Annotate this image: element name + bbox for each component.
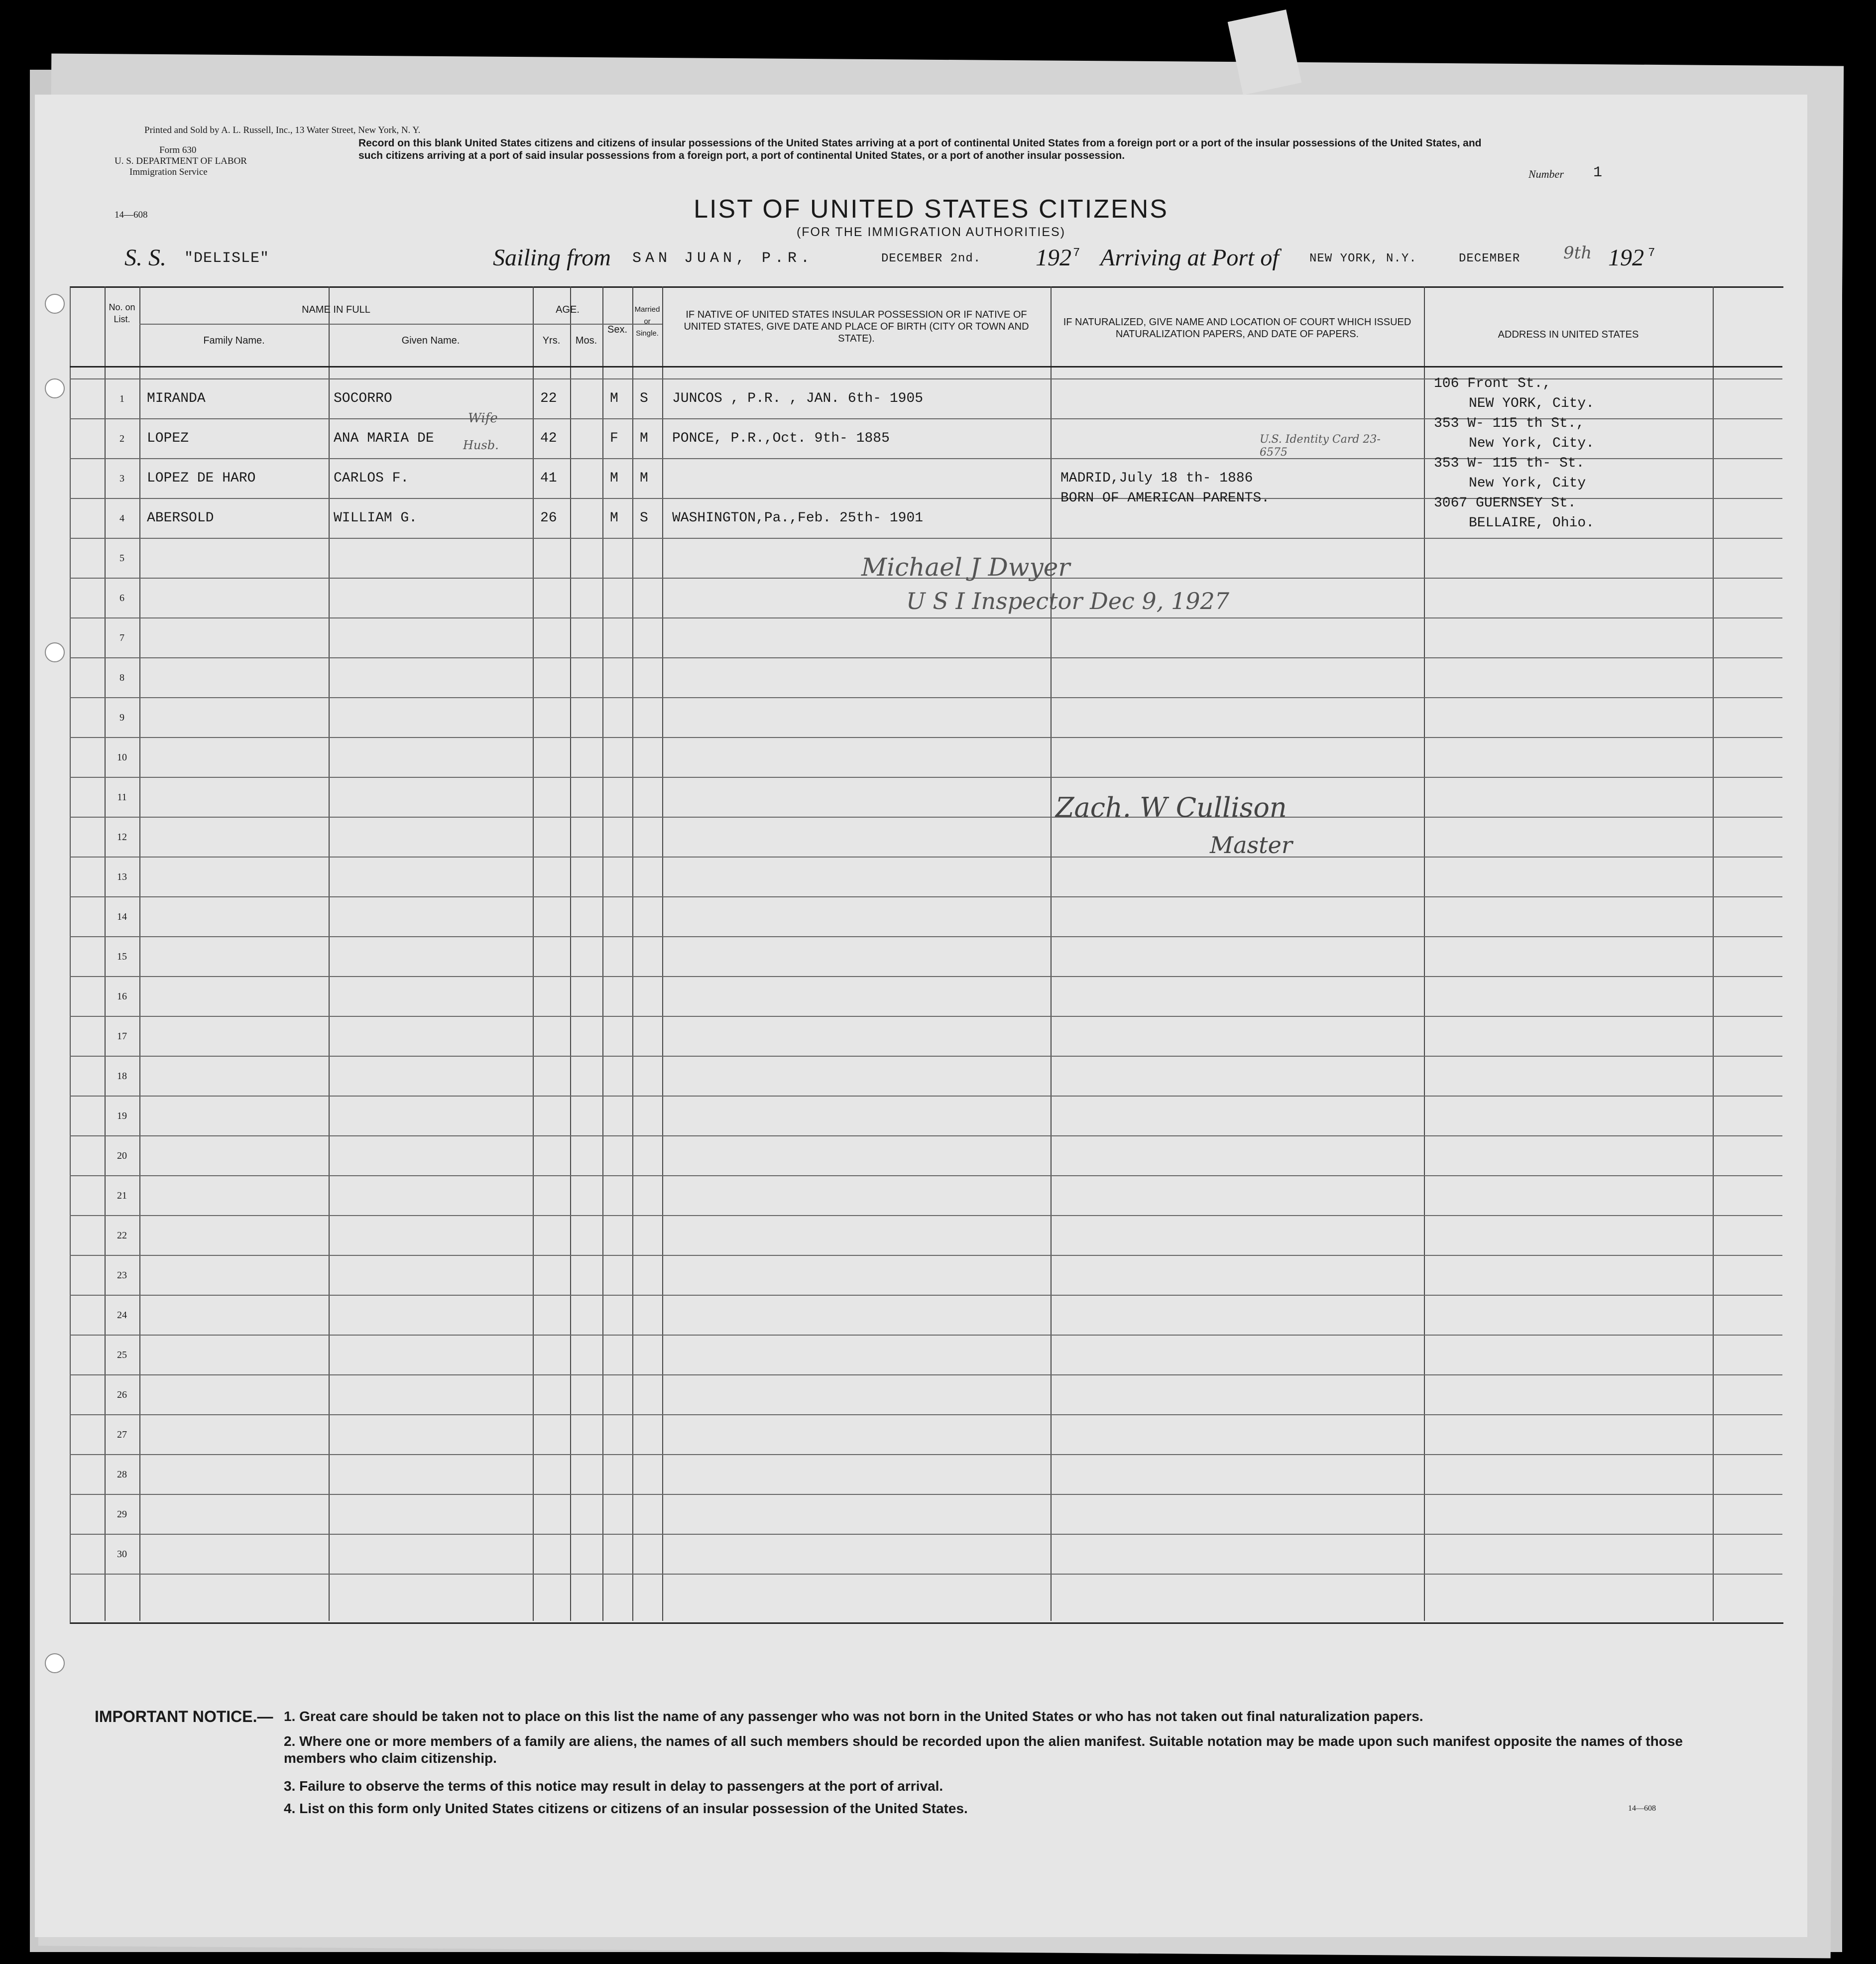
marital-status-cell: M [640, 471, 648, 486]
row-line [70, 857, 1782, 858]
printer-line: Printed and Sold by A. L. Russell, Inc., 13 Water Street, New York, N. Y. [144, 125, 421, 135]
col-divider [570, 286, 571, 1621]
age-years-cell: 22 [540, 391, 557, 406]
naturalization-cell: MADRID,July 18 th- 1886 [1060, 471, 1253, 486]
binder-hole [45, 1653, 65, 1673]
birth-cell: JUNCOS , P.R. , JAN. 6th- 1905 [672, 391, 924, 406]
row-line [70, 777, 1782, 778]
row-number: 23 [117, 1270, 127, 1281]
address-line1-cell: 106 Front St., [1434, 376, 1551, 391]
row-number: 28 [117, 1469, 127, 1480]
page-title: LIST OF UNITED STATES CITIZENS [694, 195, 1169, 224]
sex-cell: M [610, 391, 618, 406]
number-value: 1 [1593, 164, 1603, 181]
col-divider [632, 286, 633, 1621]
row-line [70, 936, 1782, 937]
binder-hole [45, 642, 65, 662]
form-label: Form 630 [159, 145, 197, 155]
row-line [70, 657, 1782, 658]
row-number: 4 [119, 513, 124, 524]
row-line [70, 1494, 1782, 1495]
row-number: 30 [117, 1549, 127, 1560]
master-signature: Zach. W Cullison [1055, 792, 1287, 823]
notice-item-1: 1. Great care should be taken not to place on this list the name of any passenger who was not born in the United States or who has not taken out final naturalization papers. [284, 1709, 1423, 1724]
depart-year-digit: 7 [1073, 246, 1081, 260]
header-subline [139, 324, 662, 325]
row-number: 7 [119, 632, 124, 643]
row-number: 25 [117, 1350, 127, 1360]
sex-cell: M [610, 471, 618, 486]
sex-cell: F [610, 431, 618, 446]
row-number: 17 [117, 1031, 127, 1042]
col-divider [1713, 286, 1714, 1621]
row-line [70, 1016, 1782, 1017]
row-line [70, 1215, 1782, 1216]
row-number: 11 [117, 792, 127, 803]
row-line [70, 1374, 1782, 1375]
marital-status-cell: S [640, 510, 648, 526]
instruction-text: Record on this blank United States citizens and citizens of insular possessions of the United States arriving at a port of continental United States from a foreign port or a port of the insular possessions of the United States, and such citizens arriving at a port of said insular possessions from a foreign port, a port of continental United States, or a port of another insular possession. [358, 137, 1482, 161]
col-married: Married or Single. [634, 305, 660, 338]
address-line2-cell: NEW YORK, City. [1469, 396, 1595, 411]
address-line2-cell: New York, City [1469, 476, 1586, 491]
row-line [70, 1255, 1782, 1256]
depart-year-prefix: 192 [1036, 245, 1071, 271]
arrival-year-prefix: 192 [1608, 245, 1644, 271]
notice-heading: IMPORTANT NOTICE.— [95, 1708, 273, 1725]
age-years-cell: 41 [540, 471, 557, 486]
manifest-page [35, 95, 1807, 1937]
row-line [70, 1096, 1782, 1097]
row-number: 22 [117, 1230, 127, 1241]
ship-label: S. S. [124, 245, 166, 271]
arrival-year-digit: 7 [1648, 246, 1656, 260]
given-name-cell: ANA MARIA DE [334, 431, 434, 446]
row-number: 20 [117, 1150, 127, 1161]
inspector-signature: Michael J Dwyer [861, 553, 1070, 582]
row-number: 18 [117, 1071, 127, 1082]
col-no: No. on List. [109, 302, 135, 324]
row-line [70, 817, 1782, 818]
notice-item-2: 2. Where one or more members of a family are aliens, the names of all such members should be recorded upon the alien manifest. Suitable notation may be made upon such manifest opposite the names of those members who claim citizenship. [284, 1733, 1683, 1766]
age-years-cell: 42 [540, 431, 557, 446]
row-line [70, 1295, 1782, 1296]
arrival-day-hand: 9th [1563, 243, 1592, 263]
header-bottom-line [70, 366, 1782, 368]
row-line [70, 1414, 1782, 1415]
row-line [70, 1175, 1782, 1176]
binder-hole [45, 378, 65, 398]
row-line [70, 976, 1782, 977]
marital-status-cell: S [640, 391, 648, 406]
row-number: 9 [119, 712, 124, 723]
given-name-cell: WILLIAM G. [334, 510, 418, 526]
row-number: 19 [117, 1110, 127, 1121]
arriving-label: Arriving at Port of [1100, 245, 1279, 271]
address-line1-cell: 353 W- 115 th St., [1434, 416, 1585, 431]
col-age: AGE. [556, 304, 580, 315]
col-divider [533, 286, 534, 1621]
notice-item-3: 3. Failure to observe the terms of this notice may result in delay to passengers at the port of arrival. [284, 1778, 943, 1794]
birth-cell: PONCE, P.R.,Oct. 9th- 1885 [672, 431, 890, 446]
col-address: ADDRESS IN UNITED STATES [1498, 329, 1639, 340]
row-number: 5 [119, 553, 124, 564]
sailing-label: Sailing from [493, 245, 611, 271]
address-line2-cell: New York, City. [1469, 436, 1595, 451]
given-name-cell: SOCORRO [334, 391, 392, 406]
row-number: 14 [117, 911, 127, 922]
depart-date: DECEMBER 2nd. [881, 252, 981, 265]
inspector-title-line: U S I Inspector Dec 9, 1927 [906, 588, 1230, 614]
row-number: 16 [117, 991, 127, 1002]
handwritten-wife: Wife [468, 411, 498, 426]
col-sex: Sex. [607, 324, 628, 335]
address-line2-cell: BELLAIRE, Ohio. [1469, 515, 1595, 531]
col-naturalized: IF NATURALIZED, GIVE NAME AND LOCATION OF COURT WHICH ISSUED NATURALIZATION PAPERS, AND DATE OF PAPERS. [1063, 317, 1411, 340]
row-number: 13 [117, 871, 127, 882]
row-line [70, 538, 1782, 539]
col-divider [602, 286, 603, 1621]
row-line [70, 737, 1782, 738]
sex-cell: M [610, 510, 618, 526]
row-line [70, 1135, 1782, 1136]
row-line [70, 1574, 1782, 1575]
page-subtitle: (FOR THE IMMIGRATION AUTHORITIES) [796, 225, 1066, 239]
family-name-cell: MIRANDA [147, 391, 206, 406]
row-number: 1 [119, 393, 124, 404]
from-port: SAN JUAN, P.R. [632, 250, 814, 267]
marital-status-cell: M [640, 431, 648, 446]
row-line [70, 1534, 1782, 1535]
row-line [70, 617, 1782, 618]
handwritten-husb: Husb. [463, 438, 499, 452]
family-name-cell: LOPEZ DE HARO [147, 471, 256, 486]
row-number: 3 [119, 473, 124, 484]
master-title: Master [1210, 832, 1292, 859]
col-native: IF NATIVE OF UNITED STATES INSULAR POSSESSION OR IF NATIVE OF UNITED STATES, GIVE DATE AND PLACE OF BIRTH (CITY OR TOWN AND STATE). [684, 309, 1029, 344]
handwritten-identity-card: U.S. Identity Card 23-6575 [1260, 433, 1381, 459]
col-mos: Mos. [575, 335, 597, 346]
row-number: 29 [117, 1509, 127, 1520]
col-divider [662, 286, 663, 1621]
family-name-cell: LOPEZ [147, 431, 189, 446]
family-name-cell: ABERSOLD [147, 510, 214, 526]
row-number: 21 [117, 1190, 127, 1201]
row-number: 26 [117, 1389, 127, 1400]
row-number: 2 [119, 433, 124, 444]
birth-cell: WASHINGTON,Pa.,Feb. 25th- 1901 [672, 510, 924, 526]
col-family-name: Family Name. [203, 335, 265, 346]
notice-item-4: 4. List on this form only United States citizens or citizens of an insular possession of the United States. [284, 1801, 968, 1816]
given-name-cell: CARLOS F. [334, 471, 409, 486]
col-name-in-full: NAME IN FULL [302, 304, 370, 315]
ship-name: "DELISLE" [184, 250, 270, 267]
service: Immigration Service [129, 167, 208, 177]
row-number: 27 [117, 1429, 127, 1440]
row-line [70, 697, 1782, 698]
arrival-date: DECEMBER [1459, 252, 1521, 265]
row-line [70, 1056, 1782, 1057]
binder-hole [45, 294, 65, 314]
footer-form-code: 14—608 [1628, 1804, 1656, 1813]
row-number: 8 [119, 672, 124, 683]
row-number: 12 [117, 832, 127, 843]
row-number: 24 [117, 1310, 127, 1321]
department: U. S. DEPARTMENT OF LABOR [115, 156, 247, 166]
row-number: 6 [119, 593, 124, 604]
col-divider [1051, 286, 1052, 1621]
col-divider [1424, 286, 1425, 1621]
address-line1-cell: 3067 GUERNSEY St. [1434, 495, 1576, 511]
age-years-cell: 26 [540, 510, 557, 526]
naturalization-cell-line2: BORN OF AMERICAN PARENTS. [1060, 491, 1270, 506]
col-yrs: Yrs. [542, 335, 561, 346]
address-line1-cell: 353 W- 115 th- St. [1434, 456, 1585, 471]
row-line [70, 1454, 1782, 1455]
number-label: Number [1528, 168, 1564, 180]
row-number: 10 [117, 752, 127, 763]
row-number: 15 [117, 951, 127, 962]
form-code: 14—608 [115, 210, 148, 220]
row-line [70, 1335, 1782, 1336]
col-divider [329, 286, 330, 1621]
arrival-port: NEW YORK, N.Y. [1309, 252, 1417, 265]
col-divider [139, 286, 140, 1621]
col-given-name: Given Name. [401, 335, 460, 346]
row-line [70, 896, 1782, 897]
